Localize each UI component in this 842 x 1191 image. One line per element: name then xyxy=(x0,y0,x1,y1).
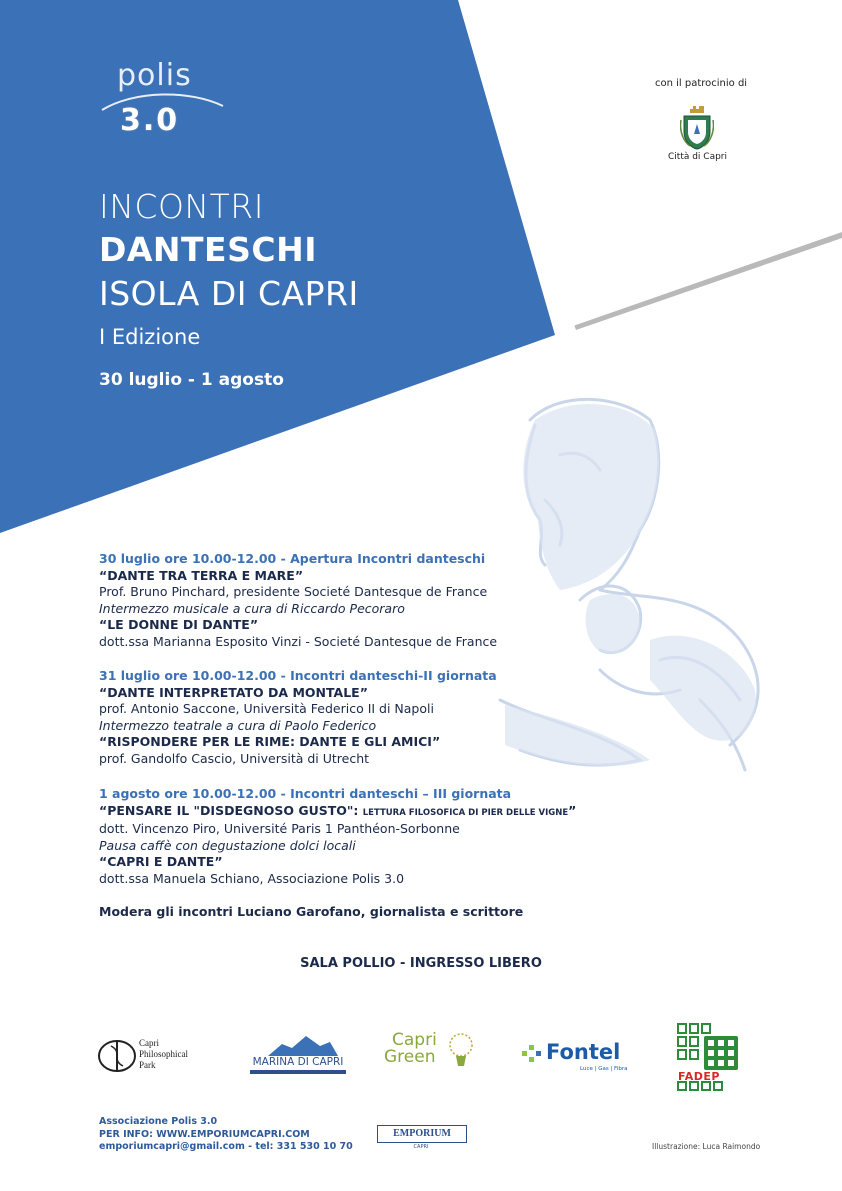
park-line-3: Park xyxy=(139,1060,156,1070)
talk-speaker: dott.ssa Manuela Schiano, Associazione Polis 3.0 xyxy=(99,870,405,886)
footer-website[interactable]: PER INFO: WWW.EMPORIUMCAPRI.COM xyxy=(99,1128,310,1140)
interlude: Intermezzo musicale a cura di Riccardo Pecoraro xyxy=(99,600,405,616)
talk-speaker: prof. Gandolfo Cascio, Università di Utrecht xyxy=(99,750,370,766)
emporium-logo: EMPORIUM xyxy=(377,1125,467,1143)
patronage-name: Città di Capri xyxy=(668,152,728,162)
venue: SALA POLLIO - INGRESSO LIBERO xyxy=(300,956,542,971)
illustration-credit: Illustrazione: Luca Raimondo xyxy=(652,1142,761,1151)
mountain-icon xyxy=(268,1034,338,1056)
logo-word: polis xyxy=(117,58,192,93)
footer-email-phone[interactable]: emporiumcapri@gmail.com - tel: 331 530 10 70 xyxy=(99,1141,353,1152)
footer-association: Associazione Polis 3.0 xyxy=(99,1116,218,1127)
fadep-name: FADEP xyxy=(678,1070,720,1083)
park-logo-icon xyxy=(97,1038,137,1074)
bulb-icon xyxy=(448,1032,474,1072)
capri-green-line-2: Green xyxy=(384,1047,436,1067)
day-header: 31 luglio ore 10.00-12.00 - Incontri danteschi-II giornata xyxy=(99,668,497,683)
talk-title-main: “PENSARE IL "DISDEGNOSO GUSTO": xyxy=(99,802,363,818)
talk-title: “CAPRI E DANTE” xyxy=(99,854,223,869)
footer-contacts xyxy=(99,1116,353,1154)
dante-illustration-fill xyxy=(505,404,756,766)
talk-speaker: Prof. Bruno Pinchard, presidente Societé Dantesque de France xyxy=(99,584,488,599)
interlude: Intermezzo teatrale a cura di Paolo Federico xyxy=(99,717,377,733)
talk-speaker: dott. Vincenzo Piro, Université Paris 1 Panthéon-Sorbonne xyxy=(99,821,460,836)
capri-green-line-1: Capri xyxy=(392,1030,437,1050)
talk-title-sub: LETTURA FILOSOFICA DI PIER DELLE VIGNE xyxy=(362,807,569,818)
moderator: Modera gli incontri Luciano Garofano, giornalista e scrittore xyxy=(99,904,524,919)
talk-title: “LE DONNE DI DANTE” xyxy=(99,617,259,632)
sponsor-philosophical-park xyxy=(97,1038,217,1074)
patronage-label: con il patrocinio di xyxy=(655,78,748,89)
fontel-icon xyxy=(522,1043,544,1063)
marina-underline xyxy=(250,1070,346,1074)
title-line-3: ISOLA DI CAPRI xyxy=(99,274,359,313)
sponsor-fadep xyxy=(676,1022,742,1092)
talk-title-close: ” xyxy=(568,802,577,818)
title-line-1: INCONTRI xyxy=(99,187,264,226)
logo-number: 3.0 xyxy=(120,103,180,138)
talk-title: “RISPONDERE PER LE RIME: DANTE E GLI AMICI” xyxy=(99,734,441,749)
talk-title xyxy=(99,803,576,822)
interlude: Pausa caffè con degustazione dolci locali xyxy=(99,837,356,853)
program-day-2 xyxy=(99,668,497,767)
day-header: 1 agosto ore 10.00-12.00 - Incontri danteschi – III giornata xyxy=(99,786,512,801)
talk-title: “DANTE INTERPRETATO DA MONTALE” xyxy=(99,684,368,700)
talk-title: “DANTE TRA TERRA E MARE” xyxy=(99,567,304,583)
program-day-3 xyxy=(99,786,576,887)
sponsor-capri-green xyxy=(382,1032,478,1080)
marina-name: MARINA DI CAPRI xyxy=(252,1056,344,1068)
sponsor-marina-di-capri xyxy=(250,1034,346,1078)
fontel-name: Fontel xyxy=(546,1040,621,1064)
capri-crest-icon xyxy=(680,106,714,150)
day-header: 30 luglio ore 10.00-12.00 - Apertura Incontri danteschi xyxy=(99,551,486,566)
event-dates: 30 luglio - 1 agosto xyxy=(99,370,284,390)
program-day-1 xyxy=(99,551,497,650)
talk-speaker: prof. Antonio Saccone, Università Federico II di Napoli xyxy=(99,701,434,716)
edition: I Edizione xyxy=(99,325,201,349)
park-line-1: Capri xyxy=(139,1038,159,1048)
fontel-tagline: Luce | Gas | Fibra xyxy=(580,1066,628,1072)
title-line-2: DANTESCHI xyxy=(99,230,317,269)
talk-speaker: dott.ssa Marianna Esposito Vinzi - Societé Dantesque de France xyxy=(99,633,498,649)
park-line-2: Philosophical xyxy=(139,1049,188,1059)
sponsor-fontel xyxy=(522,1040,630,1074)
emporium-sub: CAPRI xyxy=(413,1144,429,1150)
